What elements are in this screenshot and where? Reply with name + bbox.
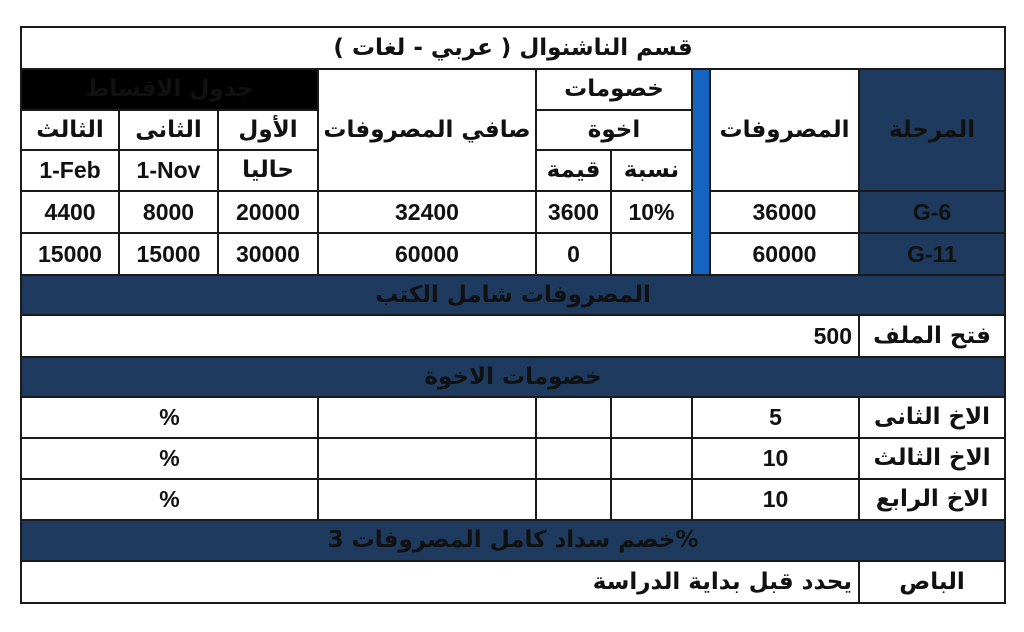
- empty-cell: [318, 479, 536, 520]
- sibling-percent-sign: %: [21, 479, 318, 520]
- empty-cell: [611, 397, 692, 438]
- sibling-discount-value: 10: [692, 479, 859, 520]
- sibling-label: الاخ الرابع: [859, 479, 1005, 520]
- empty-cell: [536, 479, 611, 520]
- empty-cell: [318, 438, 536, 479]
- sibling-label: الاخ الثالث: [859, 438, 1005, 479]
- stage-header: المرحلة: [859, 69, 1005, 191]
- first-installment-cell: 20000: [218, 191, 318, 233]
- empty-cell: [536, 397, 611, 438]
- empty-cell: [318, 397, 536, 438]
- value-header: قيمة: [536, 150, 611, 191]
- fees-table: [20, 26, 1006, 604]
- bus-label: الباص: [859, 561, 1005, 603]
- fees-cell: 60000: [710, 233, 859, 275]
- stage-cell: G-11: [859, 233, 1005, 275]
- installments-table-header: جدول الاقساط: [21, 69, 318, 110]
- file-opening-row: [21, 315, 1005, 357]
- books-banner: المصروفات شامل الكتب: [21, 275, 1005, 315]
- empty-cell: [536, 438, 611, 479]
- first-installment-header: الأول: [218, 110, 318, 150]
- discount-value-cell: 3600: [536, 191, 611, 233]
- discounts-header: خصومات: [536, 69, 692, 110]
- siblings-header: اخوة: [536, 110, 692, 150]
- bus-note: يحدد قبل بداية الدراسة: [21, 561, 859, 603]
- header-row-1: [21, 69, 1005, 110]
- table-row: [21, 191, 1005, 233]
- sibling-row: [21, 397, 1005, 438]
- sibling-row: [21, 438, 1005, 479]
- stage-cell: G-6: [859, 191, 1005, 233]
- second-installment-cell: 15000: [119, 233, 218, 275]
- net-fees-header: صافي المصروفات: [318, 69, 536, 191]
- sibling-label: الاخ الثانى: [859, 397, 1005, 438]
- discount-value-cell: 0: [536, 233, 611, 275]
- blue-divider: [692, 69, 710, 275]
- file-opening-label: فتح الملف: [859, 315, 1005, 357]
- second-installment-cell: 8000: [119, 191, 218, 233]
- sibling-row: [21, 479, 1005, 520]
- empty-cell: [611, 479, 692, 520]
- sibling-percent-sign: %: [21, 397, 318, 438]
- third-installment-cell: 4400: [21, 191, 119, 233]
- books-banner-row: [21, 275, 1005, 315]
- siblings-banner: خصومات الاخوة: [21, 357, 1005, 397]
- percent-header: نسبة: [611, 150, 692, 191]
- fees-cell: 36000: [710, 191, 859, 233]
- third-installment-cell: 15000: [21, 233, 119, 275]
- fees-sheet: [20, 26, 1004, 610]
- discount-percent-cell: [611, 233, 692, 275]
- full-payment-banner-row: [21, 520, 1005, 561]
- first-installment-cell: 30000: [218, 233, 318, 275]
- full-payment-banner: خصم سداد كامل المصروفات 3%: [21, 520, 1005, 561]
- empty-cell: [611, 438, 692, 479]
- sibling-discount-value: 5: [692, 397, 859, 438]
- discount-percent-cell: 10%: [611, 191, 692, 233]
- file-opening-value: 500: [21, 315, 859, 357]
- first-installment-date: حاليا: [218, 150, 318, 191]
- table-row: [21, 233, 1005, 275]
- third-installment-date: 1-Feb: [21, 150, 119, 191]
- third-installment-header: الثالث: [21, 110, 119, 150]
- bus-row: [21, 561, 1005, 603]
- second-installment-header: الثانى: [119, 110, 218, 150]
- siblings-banner-row: [21, 357, 1005, 397]
- sibling-percent-sign: %: [21, 438, 318, 479]
- net-fees-cell: 32400: [318, 191, 536, 233]
- title-row: [21, 27, 1005, 69]
- fees-header: المصروفات: [710, 69, 859, 191]
- page-title: قسم الناشنوال ( عربي - لغات ): [21, 27, 1005, 69]
- second-installment-date: 1-Nov: [119, 150, 218, 191]
- sibling-discount-value: 10: [692, 438, 859, 479]
- net-fees-cell: 60000: [318, 233, 536, 275]
